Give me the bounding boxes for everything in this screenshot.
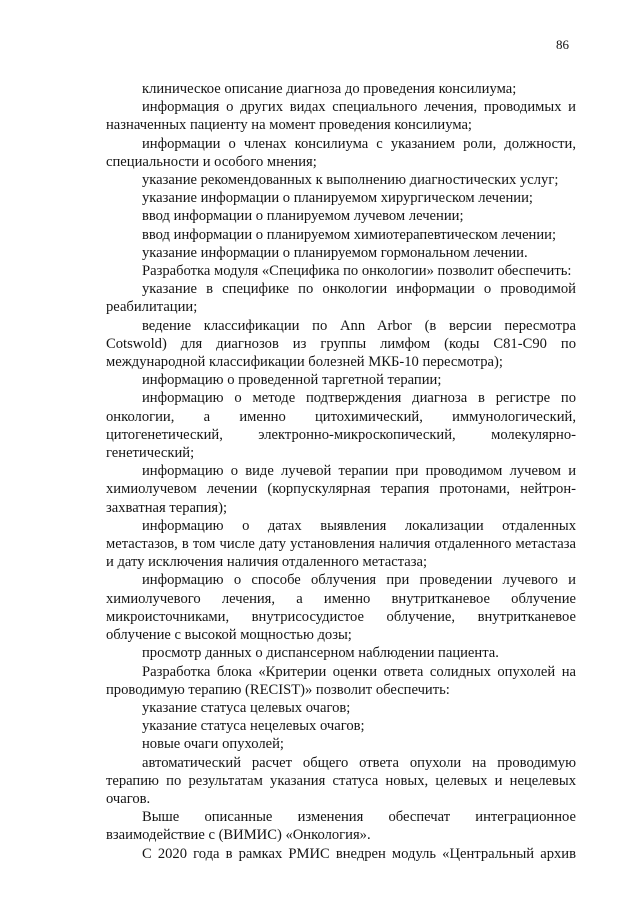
- paragraph: информации о членах консилиума с указанием роли, должности, специальности и особого мнения;: [106, 135, 576, 170]
- paragraph: информацию о датах выявления локализации отдаленных метастазов, в том числе дату установления наличия отдаленного метастаза и дату исключения наличия отдаленного метастаза;: [106, 517, 576, 571]
- paragraph: новые очаги опухолей;: [142, 736, 284, 753]
- paragraph: указание информации о планируемом гормональном лечении.: [142, 244, 528, 261]
- paragraph: указание статуса нецелевых очагов;: [142, 718, 365, 735]
- paragraph: указание рекомендованных к выполнению диагностических услуг;: [142, 172, 559, 189]
- paragraph: информация о других видах специального лечения, проводимых и назначенных пациенту на момент проведения консилиума;: [106, 99, 576, 134]
- page-number: 86: [556, 37, 569, 52]
- paragraph: С 2020 года в рамках РМИС внедрен модуль «Центральный архив: [142, 845, 576, 862]
- paragraph: информацию о проведенной таргетной терапии;: [142, 372, 442, 389]
- paragraph: ввод информации о планируемом химиотерапевтическом лечении;: [142, 226, 557, 243]
- paragraph: Разработка модуля «Специфика по онкологии» позволит обеспечить:: [142, 263, 572, 280]
- paragraph: указание информации о планируемом хирургическом лечении;: [142, 190, 533, 207]
- paragraph: информацию о методе подтверждения диагноза в регистре по онкологии, а именно цитохимический, иммунологический, цитогенетический, электронно-микроскопический, молекулярно-генетический;: [106, 390, 576, 462]
- paragraph: Выше описанные изменения обеспечат интеграционное взаимодействие с (ВИМИС) «Онкология».: [106, 809, 576, 844]
- paragraph: информацию о виде лучевой терапии при проводимом лучевом и химиолучевом лечении (корпускулярная терапия протонами, нейтрон-захватная терапия);: [106, 463, 576, 516]
- paragraph: указание в специфике по онкологии информации о проводимой реабилитации;: [106, 281, 576, 316]
- paragraph: указание статуса целевых очагов;: [142, 699, 351, 716]
- paragraph: просмотр данных о диспансерном наблюдении пациента.: [142, 645, 499, 662]
- paragraph: клиническое описание диагноза до проведения консилиума;: [142, 81, 517, 97]
- paragraph: автоматический расчет общего ответа опухоли на проводимую терапию по результатам указания статуса новых, целевых и нецелевых очагов.: [106, 754, 576, 807]
- paragraph: информацию о способе облучения при проведении лучевого и химиолучевого лечения, а именно внутритканевое облучение микроисточниками, внутрисосудистое облучение, внутритканевое облучение с высокой мощностью дозы;: [106, 572, 576, 644]
- document-body: [106, 80, 576, 863]
- paragraph: ведение классификации по Ann Arbor (в версии пересмотра Cotswold) для диагнозов из группы лимфом (коды С81-С90 по международной классификации болезней МКБ-10 пересмотра);: [106, 317, 576, 371]
- paragraph: ввод информации о планируемом лучевом лечении;: [142, 208, 464, 225]
- paragraph: Разработка блока «Критерии оценки ответа солидных опухолей на проводимую терапию (RECIST)» позволит обеспечить:: [106, 663, 576, 698]
